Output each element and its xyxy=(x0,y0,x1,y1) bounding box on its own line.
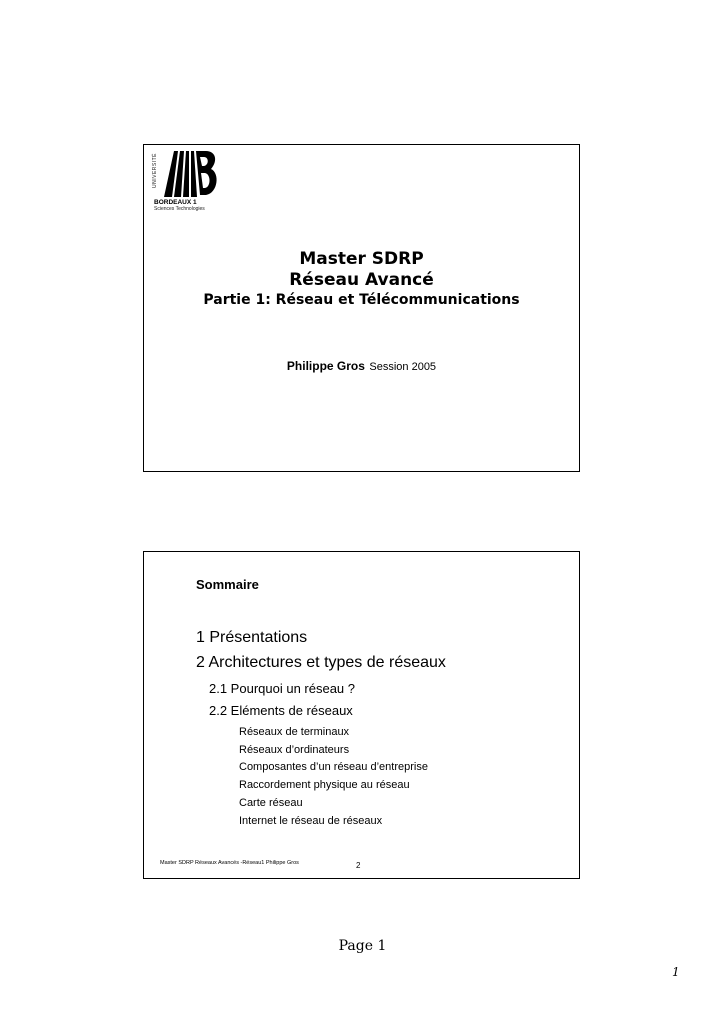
toc-heading: Sommaire xyxy=(196,577,259,592)
slide-title-line2: Réseau Avancé xyxy=(289,270,434,290)
page-label: Page 1 xyxy=(338,938,387,954)
slide-number: 2 xyxy=(356,861,361,870)
slide-title-block xyxy=(144,249,579,309)
toc-item: 2.2 Eléments de réseaux xyxy=(209,703,353,718)
toc-item: Raccordement physique au réseau xyxy=(239,779,410,791)
author-name: Philippe Gros xyxy=(286,359,365,373)
university-logo xyxy=(152,148,232,212)
slide-title-line1: Master SDRP xyxy=(299,249,424,269)
toc-item: Carte réseau xyxy=(239,797,303,809)
toc-item: Réseaux d’ordinateurs xyxy=(239,744,350,756)
logo-vertical-word: UNIVERSITÉ xyxy=(152,152,158,188)
toc-item: Internet le réseau de réseaux xyxy=(239,815,383,827)
slide-footer: Master SDRP Réseaux Avancés -Réseau1 Philippe Gros xyxy=(160,860,299,866)
logo-subtitle: Sciences Technologies xyxy=(154,206,205,212)
toc-item: 2.1 Pourquoi un réseau ? xyxy=(209,681,355,696)
toc-item: Composantes d’un réseau d’entreprise xyxy=(239,761,428,773)
slide-subtitle: Partie 1: Réseau et Télécommunications xyxy=(203,292,520,308)
toc-item: Réseaux de terminaux xyxy=(239,726,350,738)
university-emblem-icon xyxy=(162,149,220,197)
toc-item: 1 Présentations xyxy=(196,629,308,646)
author-line xyxy=(144,357,579,375)
page-number: 1 xyxy=(672,965,680,979)
slide-2 xyxy=(143,551,580,879)
session-label: Session 2005 xyxy=(369,361,437,373)
slide-1 xyxy=(143,144,580,472)
toc-item: 2 Architectures et types de réseaux xyxy=(196,654,446,671)
logo-name: BORDEAUX 1 xyxy=(154,199,197,206)
table-of-contents xyxy=(144,552,579,878)
